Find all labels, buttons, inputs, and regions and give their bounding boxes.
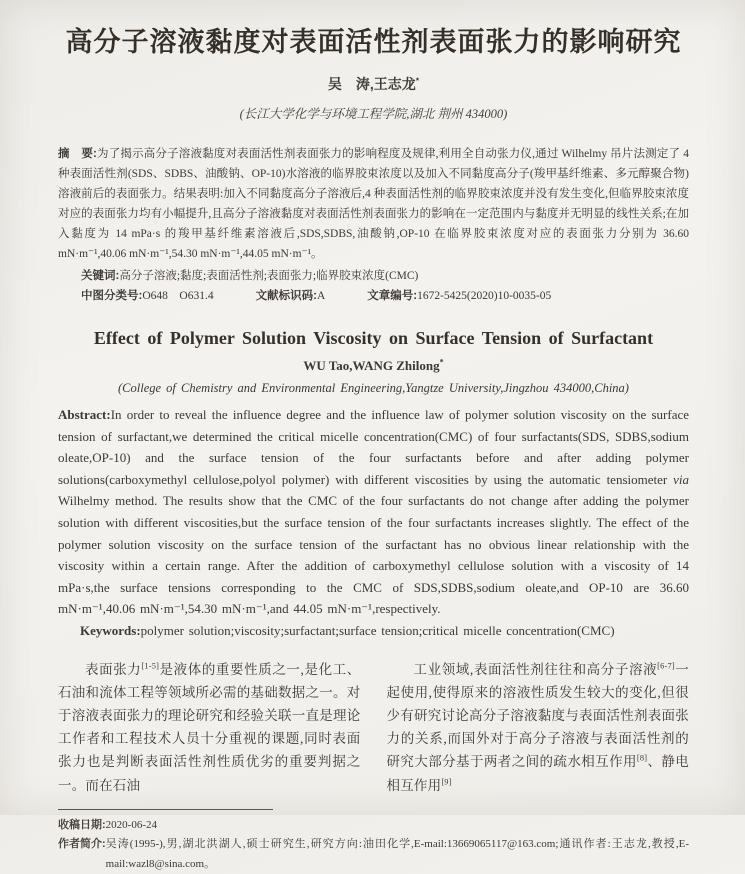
authors-en: WU Tao,WANG Zhilong* [303,357,444,373]
keywords-en-text: polymer solution;viscosity;surfactant;surface tension;critical micelle concentration(CMC) [140,622,615,638]
body-column-right [387,658,690,797]
body-paragraph-right: 工业领域,表面活性剂往往和高分子溶液[6-7]一起使用,使得原来的溶液性质发生较大的变化,但很少有研究讨论高分子溶液黏度与表面活性剂表面张力的关系,而国外对于高分子溶液与表面活性剂的研究大部分基于两者之间的疏水相互作用[8]、静电相互作用[9] [386,661,689,793]
keywords-en [58,620,689,642]
article-no-label: 文章编号: [367,290,418,302]
abstract-en [58,404,689,620]
received-date-label: 收稿日期: [58,818,106,831]
affiliation-cn: (长江大学化学与环境工程学院,湖北 荆州 434000) [239,107,508,121]
body-paragraph-left: 表面张力[1-5]是液体的重要性质之一,是化工、石油和流体工程等领域所必需的基础数据之一。对于溶液表面张力的理论研究和经验关联一直是理论工作者和工程技术人员十分重视的课题,同时表面张力也是判断表面活性剂性质优劣的重要判据之一。而在石油 [58,661,361,793]
received-date-value: 2020-06-24 [105,818,157,831]
author-bio-label: 作者简介: [58,838,106,851]
clc-label: 中图分类号: [81,290,143,302]
paper-title-cn: 高分子溶液黏度对表面活性剂表面张力的影响研究 [65,27,682,57]
body-columns [58,658,689,797]
clc-pair [81,290,214,302]
keywords-en-label: Keywords: [80,622,141,638]
abstract-en-label: Abstract: [58,407,111,422]
doc-code-label: 文献标识码: [255,290,317,302]
paper-title-en: Effect of Polymer Solution Viscosity on Surface Tension of Surfactant [93,328,654,348]
doc-code-value: A [316,290,326,302]
abstract-cn-text: 为了揭示高分子溶液黏度对表面活性剂表面张力的影响程度及规律,利用全自动张力仪,通过 Wilhelmy 吊片法测定了 4 种表面活性剂(SDS、SDBS、油酸钠、OP-10)水溶液的临界胶束浓度以及加入不同黏度高分子(羧甲基纤维素、多元醇聚合物)溶液前后的表面张力。结果表明:加入不同黏度高分子溶液后,4 种表面活性剂的临界胶束浓度并没有发生变化,但临界胶束浓度对应的表面张力均有小幅提升,且高分子溶液黏度对表面活性剂表面张力的影响在一定范围内与黏度并无明显的线性关系;在加入黏度为 14 mPa·s 的羧甲基纤维素溶液后,SDS,SDBS,油酸钠,OP-10 在临界胶束浓度对应的表面张力分别为 36.60 mN·m⁻¹,40.06 mN·m⁻¹,54.30 mN·m⁻¹,44.05 mN·m⁻¹。 [58,148,689,260]
clc-value: O648 O631.4 [142,290,214,302]
footnote-divider [58,809,273,810]
article-no-value: 1672-5425(2020)10-0035-05 [417,290,552,302]
keywords-cn-label: 关键词: [81,270,120,282]
keywords-cn [58,266,689,286]
affiliation-en: (College of Chemistry and Environmental Engineering,Yangtze University,Jingzhou 434000,China) [118,381,629,395]
received-date-row [58,816,689,836]
authors-cn: 吴 涛,王志龙* [327,75,420,92]
author-bio-text: 吴涛(1995-),男,湖北洪湖人,硕士研究生,研究方向:油田化学,E-mail:13669065117@163.com;通讯作者:王志龙,教授,E-mail:wazl8@sina.com。 [105,838,689,870]
footnote-block [58,809,689,874]
body-column-left [58,658,361,797]
article-no-pair [367,290,551,302]
keywords-cn-text: 高分子溶液;黏度;表面活性剂;表面张力;临界胶束浓度(CMC) [119,270,419,282]
abstract-cn [58,144,689,264]
classification-line [58,286,689,306]
author-bio-row [58,835,689,874]
abstract-cn-label: 摘 要: [58,148,97,160]
doc-code-pair [256,290,326,302]
abstract-en-text: In order to reveal the influence degree and the influence law of polymer solution viscosity on the surface tension of surfactant,we determined the critical micelle concentration(CMC) of four surfactants(SDS, SDBS,sodium oleate,OP-10) and the surface tension of the four surfactants before and after adding polymer solutions(carboxymethyl cellulose,polyol polymer) with different viscosities by using the automatic tensiometer via Wilhelmy method. The results show that the CMC of the four surfactants do not change after adding the polymer solution with different viscosities,but the surface tension of the four surfactants increases slightly. The effect of the polymer solution viscosity on the surface tension of the surfactant has no obvious linear relationship with the viscosity within a certain range. After the addition of carboxymethyl cellulose solution with a viscosity of 14 mPa·s,the surface tensions corresponding to the CMC of SDS,SDBS,sodium oleate,and OP-10 are 36.60 mN·m⁻¹,40.06 mN·m⁻¹,54.30 mN·m⁻¹,and 44.05 mN·m⁻¹,respectively. [58,407,689,617]
